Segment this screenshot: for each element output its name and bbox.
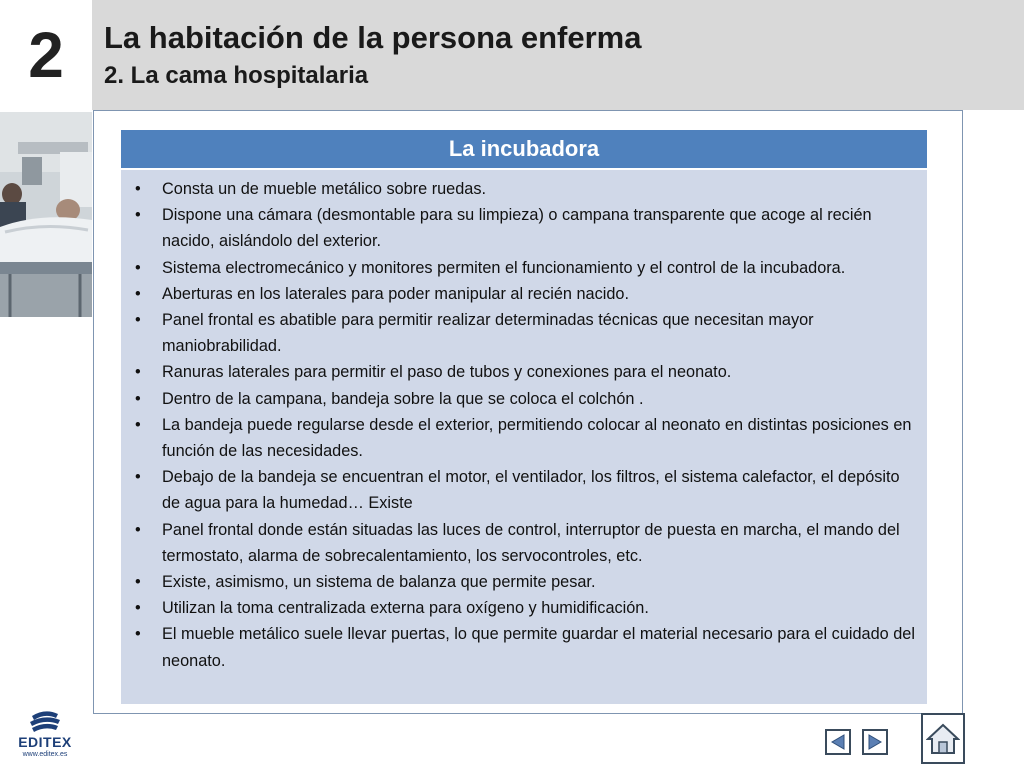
triangle-left-icon	[829, 733, 847, 751]
bullet-list	[135, 176, 917, 674]
home-button[interactable]	[921, 713, 965, 764]
page-title: La habitación de la persona enferma	[104, 20, 642, 55]
list-item: • Dispone una cámara (desmontable para su limpieza) o campana transparente que acoge al recién nacido, aislándolo del exterior.	[135, 202, 917, 254]
list-item: • Sistema electromecánico y monitores permiten el funcionamiento y el control de la incubadora.	[135, 255, 917, 281]
list-item: • Panel frontal es abatible para permitir realizar determinadas técnicas que necesitan mayor maniobrabilidad.	[135, 307, 917, 359]
list-item: • Ranuras laterales para permitir el paso de tubos y conexiones para el neonato.	[135, 359, 917, 385]
panel-body	[121, 170, 927, 704]
list-item: • Consta un de mueble metálico sobre ruedas.	[135, 176, 917, 202]
hospital-room-photo	[0, 112, 92, 317]
editex-logo	[10, 708, 80, 764]
list-item: • Aberturas en los laterales para poder manipular al recién nacido.	[135, 281, 917, 307]
list-item: • El mueble metálico suele llevar puertas, lo que permite guardar el material necesario para el cuidado del neonato.	[135, 621, 917, 673]
list-item: • Dentro de la campana, bandeja sobre la que se coloca el colchón .	[135, 386, 917, 412]
list-item: • Utilizan la toma centralizada externa para oxígeno y humidificación.	[135, 595, 917, 621]
brand-name: EDITEX	[18, 734, 72, 750]
previous-slide-button[interactable]	[825, 729, 851, 755]
page-subtitle: 2. La cama hospitalaria	[104, 62, 369, 89]
next-slide-button[interactable]	[862, 729, 888, 755]
editex-logo-icon	[10, 708, 80, 734]
triangle-right-icon	[866, 733, 884, 751]
panel-title: La incubadora	[121, 130, 927, 168]
list-item: • Panel frontal donde están situadas las luces de control, interruptor de puesta en marcha, el mando del termostato, alarma de sobrecalentamiento, los servocontroles, etc.	[135, 517, 917, 569]
list-item: • Debajo de la bandeja se encuentran el motor, el ventilador, los filtros, el sistema calefactor, el depósito de agua para la humedad… Existe	[135, 464, 917, 516]
list-item: • Existe, asimismo, un sistema de balanza que permite pesar.	[135, 569, 917, 595]
list-item: • La bandeja puede regularse desde el exterior, permitiendo colocar al neonato en distintas posiciones en función de las necesidades.	[135, 412, 917, 464]
brand-url: www.editex.es	[22, 751, 68, 758]
chapter-number: 2	[0, 0, 92, 110]
header-bar	[92, 0, 1024, 110]
home-icon	[926, 722, 960, 756]
